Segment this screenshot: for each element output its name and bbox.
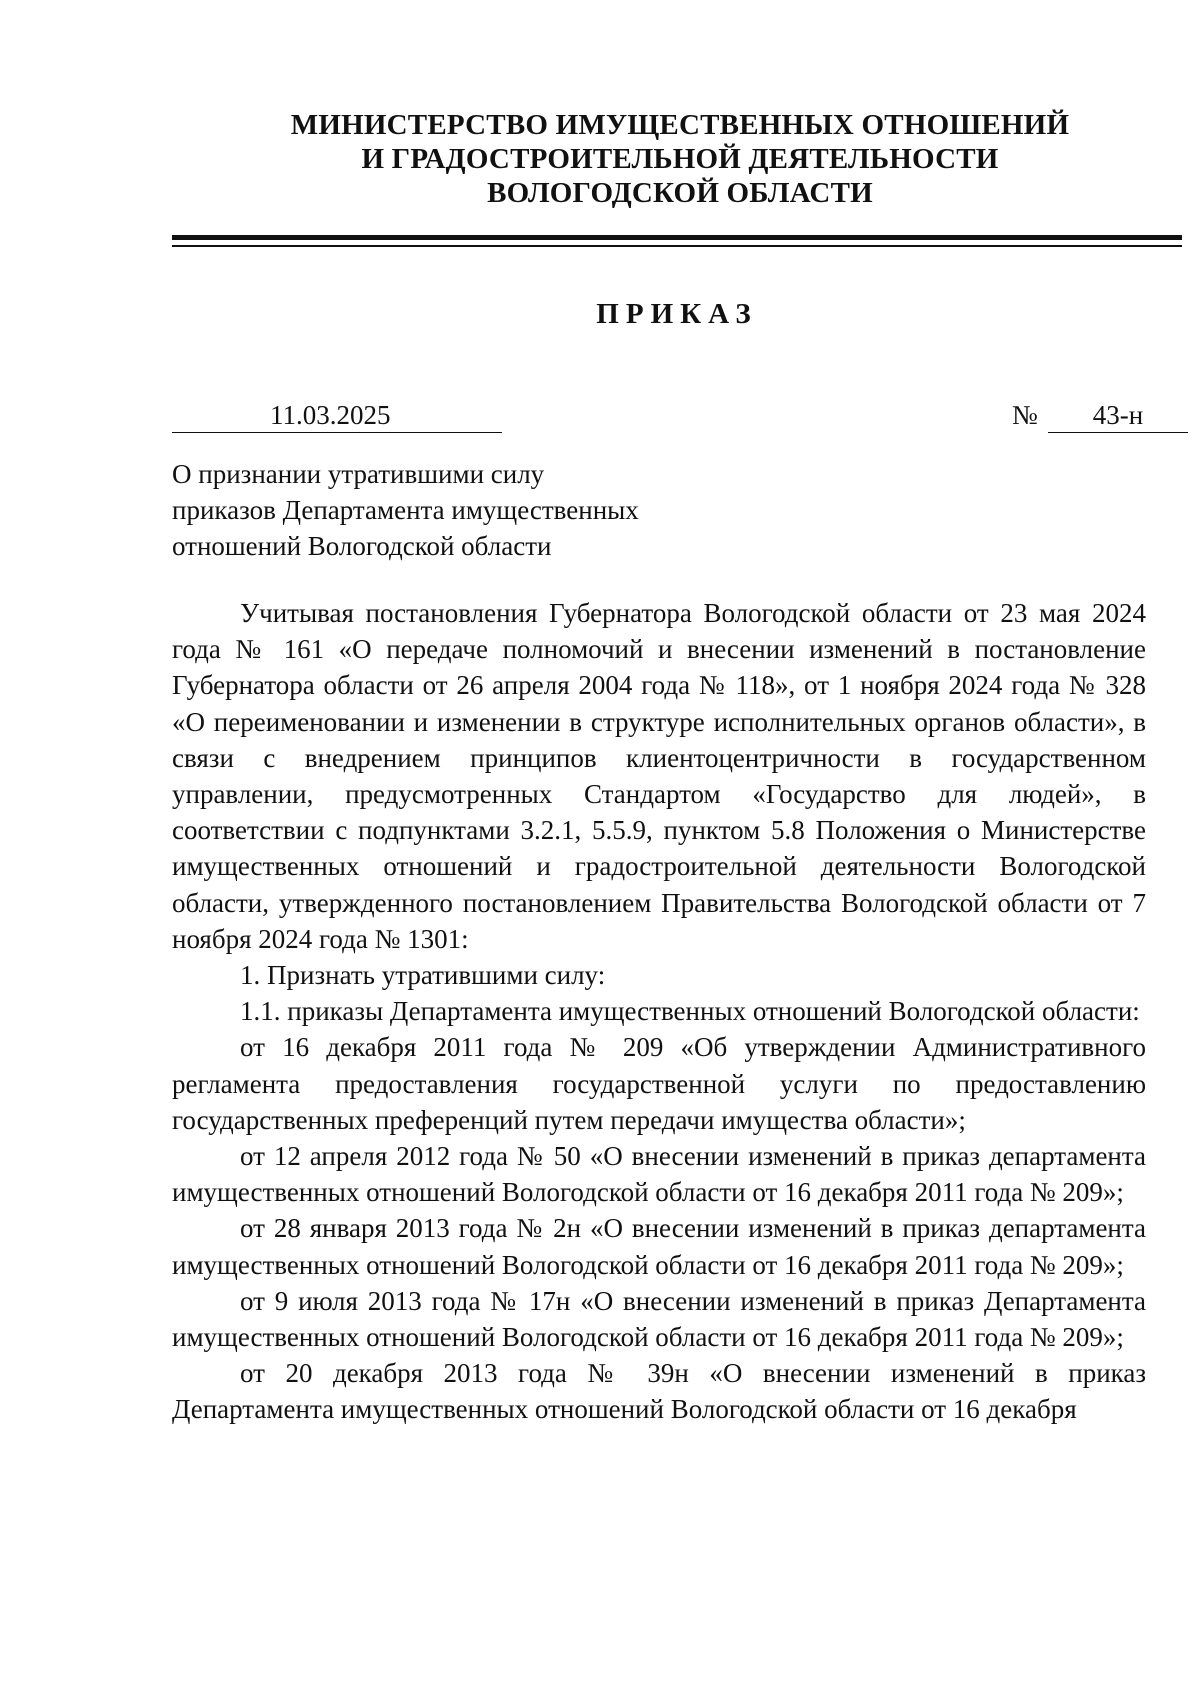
paragraph-order-2013-17n: от 9 июля 2013 года № 17н «О внесении изменений в приказ Департамента имущественных отношений Вологодской области от 16 декабря 2011 года № 209»; — [172, 1285, 1146, 1353]
subject-line-1: О признании утратившими силу — [172, 459, 545, 489]
paragraph-order-2013-39n: от 20 декабря 2013 года № 39н «О внесении изменений в приказ Департамента имущественных отношений Вологодской области от 16 декабря — [172, 1358, 1146, 1425]
order-number-value: 43-н — [1048, 398, 1188, 433]
number-sign: № — [1012, 400, 1038, 430]
paragraph-order-2013-2n: от 28 января 2013 года № 2н «О внесении изменений в приказ департамента имущественных отношений Вологодской области от 16 декабря 2011 года № 209»; — [172, 1213, 1146, 1280]
order-subject — [172, 456, 772, 564]
header-line-1: МИНИСТЕРСТВО ИМУЩЕСТВЕННЫХ ОТНОШЕНИЙ — [290, 109, 1070, 141]
header-rule-thick — [172, 235, 1182, 240]
subject-line-3: отношений Вологодской области — [172, 531, 552, 561]
paragraph-item-1: 1. Признать утратившими силу: — [240, 960, 606, 991]
order-date-value: 11.03.2025 — [270, 400, 391, 430]
paragraph-order-2011-209: от 16 декабря 2011 года № 209 «Об утверждении Административного регламента предоставления государственной услуги по предоставлению государственных преференций путем передачи имущества области»; — [172, 1032, 1146, 1135]
order-body — [172, 595, 1146, 1428]
paragraph-order-2012-50: от 12 апреля 2012 года № 50 «О внесении изменений в приказ департамента имущественных отношений Вологодской области от 16 декабря 2011 года № 209»; — [172, 1141, 1146, 1208]
paragraph-item-1-1: 1.1. приказы Департамента имущественных отношений Вологодской области: — [240, 996, 1140, 1027]
header-line-2: И ГРАДОСТРОИТЕЛЬНОЙ ДЕЯТЕЛЬНОСТИ — [361, 143, 999, 175]
header-rule-thin — [172, 245, 1182, 247]
ministry-header — [180, 108, 1180, 210]
order-date — [172, 398, 502, 433]
subject-line-2: приказов Департамента имущественных — [172, 495, 639, 525]
header-line-3: ВОЛОГОДСКОЙ ОБЛАСТИ — [487, 177, 873, 209]
paragraph-preamble: Учитывая постановления Губернатора Вологодской области от 23 мая 2024 года № 161 «О передаче полномочий и внесении изменений в постановление Губернатора области от 26 апреля 2004 года № 118», от 1 ноября 2024 года № 328 «О переименовании и изменении в структуре исполнительных органов области», в связи с внедрением принципов клиентоцентричности в государственном управлении, предусмотренных Стандартом «Государство для людей», в соответствии с подпунктами 3.2.1, 5.5.9, пунктом 5.8 Положения о Министерстве имущественных отношений и градостроительной деятельности Вологодской области, утвержденного постановлением Правительства Вологодской области от 7 ноября 2024 года № 1301: — [172, 598, 1146, 954]
document-type-title: ПРИКАЗ — [596, 298, 758, 330]
